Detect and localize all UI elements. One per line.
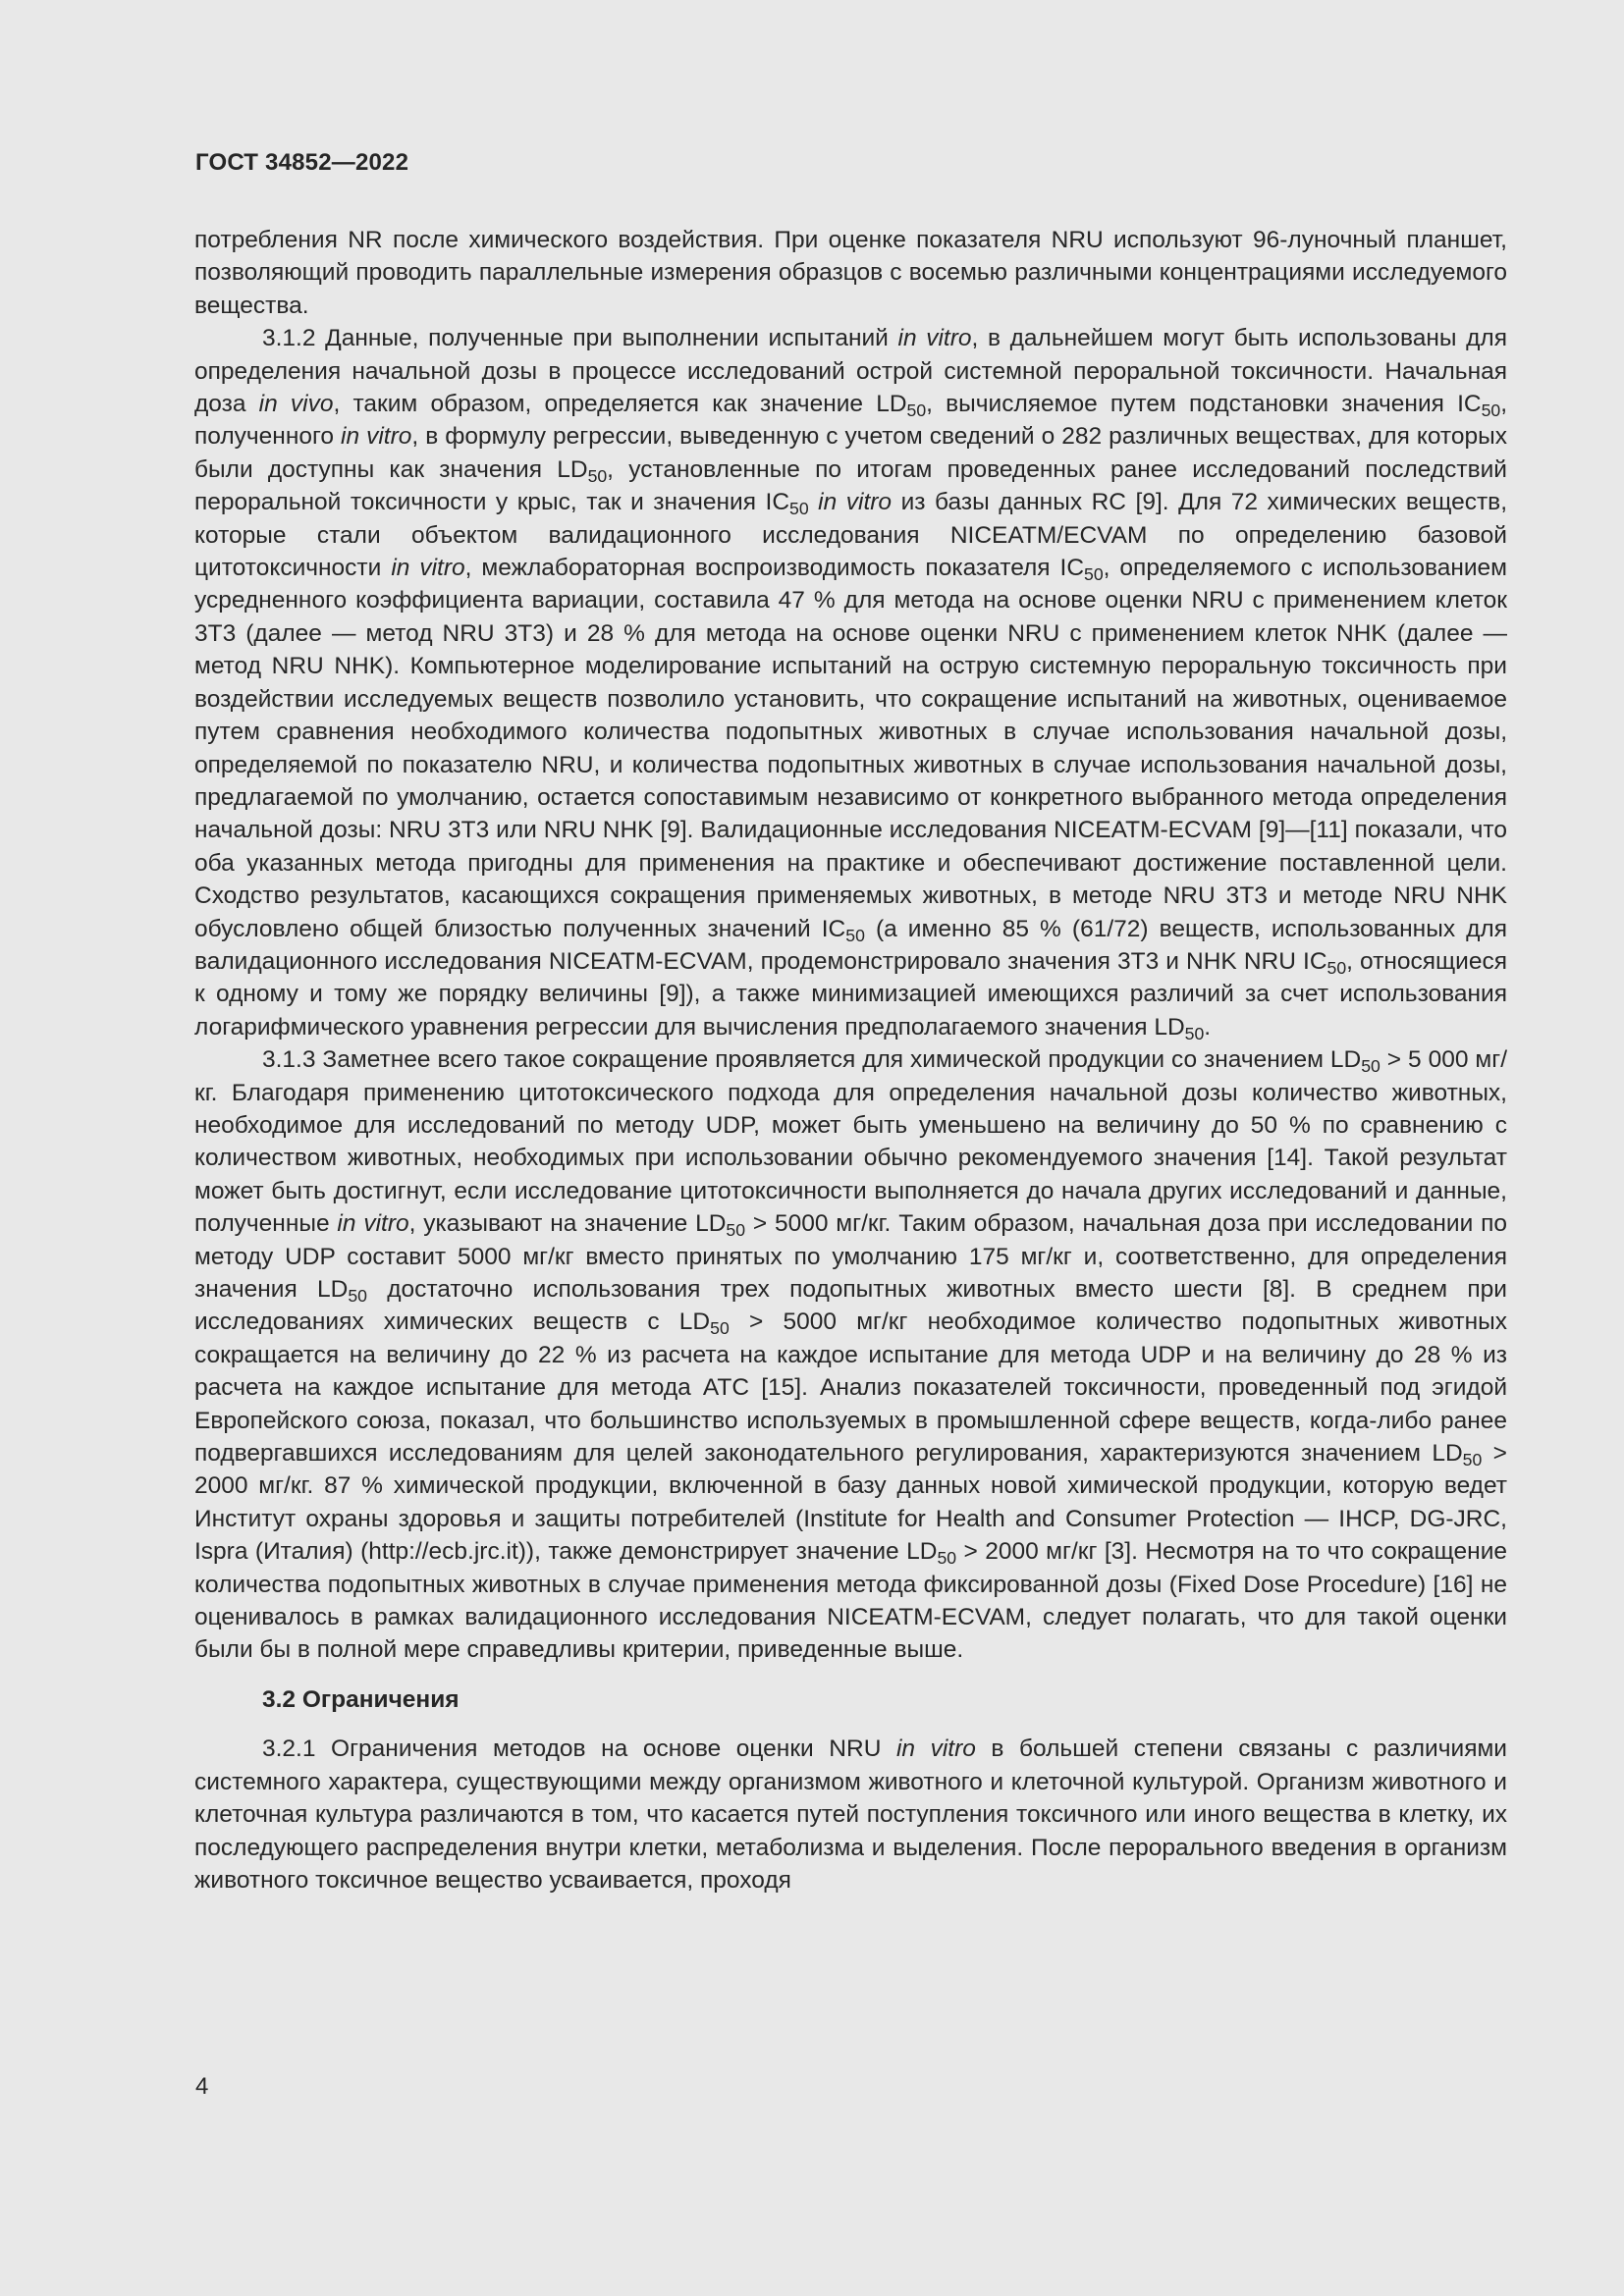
- document-code-header: ГОСТ 34852—2022: [195, 149, 409, 176]
- text-run: , установленные по итогам проведенных ранее исследований последствий пероральной токсичности у крыс, так и значения IC: [194, 455, 1507, 516]
- subscript-text: 50: [1084, 564, 1104, 584]
- text-run: , указывают на значение LD: [408, 1210, 727, 1238]
- subscript-text: 50: [1462, 1449, 1483, 1469]
- text-run: > 5000 мг/кг. Таким образом, начальная доза при исследовании по методу UDP составит 5000 мг/кг вместо принятых по умолчанию 175 мг/кг и, соответственно, для определения значения LD: [194, 1210, 1507, 1303]
- text-run: , таким образом, определяется как значение LD: [333, 391, 907, 418]
- text-run: > 2000 мг/кг [3]. Несмотря на то что сокращение количества подопытных животных в случае применения метода фиксированной дозы (Fixed Dose Procedure) [16] не оценивалось в рамках валидационного исследования NICEATM-ECVAM, следует полагать, что для такой оценки были бы в полной мере справедливы критерии, приведенные выше.: [194, 1538, 1508, 1664]
- text-run: достаточно использования трех подопытных животных вместо шести [8]. В среднем при исследованиях химических веществ с LD: [194, 1276, 1507, 1336]
- text-run: , вычисляемое путем подстановки значения IC: [926, 391, 1482, 418]
- subscript-text: 50: [906, 400, 927, 420]
- paragraph-3-1-3: [194, 1043, 1507, 1667]
- subscript-text: 50: [1184, 1023, 1205, 1043]
- text-run: (а именно 85 % (61/72) веществ, использованных для валидационного исследования NICEATM-ECVAM, продемонстрировало значения 3T3 и NHK NRU IC: [194, 915, 1507, 975]
- italic-text: in vitro: [895, 1735, 976, 1763]
- italic-text: in vitro: [391, 555, 465, 582]
- text-run: в большей степени связаны с различиями системного характера, существующими между организмом животного и клеточной культурой. Организм животного и клеточная культура различаются в том, что касается путей поступления токсичного или иного вещества в клетку, их последующего распределения внутри клетки, метаболизма и выделения. После перорального введения в организм животного токсичное вещество усваивается, проходя: [194, 1735, 1507, 1894]
- paragraph-3-1-2: [194, 322, 1507, 1043]
- text-run: 3.1.2 Данные, полученные при выполнении испытаний: [262, 325, 898, 352]
- text-run: , в дальнейшем могут быть использованы для определения начальной дозы в процессе исследований острой системной пероральной токсичности. Начальная доза: [194, 325, 1507, 418]
- text-run: > 2000 мг/кг. 87 % химической продукции, включенной в базу данных новой химической продукции, которую ведет Институт охраны здоровья и защиты потребителей (Institute for Health and Consumer Protection — IHCP, DG-JRC, Ispra (Италия) (http://ecb.jrc.it)), также демонстрирует значение LD: [194, 1440, 1507, 1566]
- italic-text: in vivo: [258, 391, 334, 418]
- subscript-text: 50: [1481, 400, 1501, 420]
- text-run: > 5000 мг/кг необходимое количество подопытных животных сокращается на величину до 22 % из расчета на каждое испытание для метода UDP и на величину до 28 % из расчета на каждое испытание для метода ATC [15]. Анализ показателей токсичности, проведенный под эгидой Европейского союза, показал, что большинство используемых в промышленной сфере веществ, когда-либо ранее подвергавшихся исследованиям для целей законодательного регулирования, характеризуются значением LD: [194, 1308, 1507, 1468]
- italic-text: in vitro: [818, 489, 893, 516]
- text-run: 3.1.3 Заметнее всего такое сокращение проявляется для химической продукции со значением LD: [262, 1046, 1362, 1074]
- subscript-text: 50: [845, 925, 865, 945]
- text-run: , межлабораторная воспроизводимость показателя IC: [464, 555, 1085, 582]
- text-run: [809, 489, 819, 515]
- subscript-text: 50: [1361, 1056, 1380, 1077]
- subscript-text: 50: [937, 1548, 957, 1569]
- subscript-text: 50: [726, 1220, 746, 1241]
- italic-text: in vitro: [341, 423, 412, 451]
- italic-text: in vitro: [897, 325, 972, 352]
- section-heading-3-2: 3.2 Ограничения: [262, 1685, 460, 1713]
- paragraph-continuation: [194, 224, 1507, 322]
- text-run: из базы данных RC [9]. Для 72 химических веществ, которые стали объектом валидационного исследования NICEATM/ECVAM по определению базовой цитотоксичности: [194, 489, 1507, 582]
- subscript-text: 50: [789, 499, 809, 519]
- subscript-text: 50: [587, 465, 608, 486]
- paragraph-3-2-1: [194, 1733, 1507, 1896]
- page-number: 4: [195, 2073, 209, 2100]
- document-body: [194, 224, 1507, 1896]
- text-run: .: [1204, 1013, 1212, 1041]
- text-run: 3.2.1 Ограничения методов на основе оценки NRU: [262, 1735, 896, 1763]
- text-run: , относящиеся к одному и тому же порядку величины [9]), а также минимизацией имеющихся различий за счет использования логарифмического уравнения регрессии для вычисления предполагаемого значения LD: [194, 947, 1507, 1041]
- text-run: , полученного: [194, 391, 1508, 451]
- subscript-text: 50: [1326, 957, 1347, 978]
- subscript-text: 50: [348, 1285, 367, 1306]
- italic-text: in vitro: [337, 1210, 409, 1238]
- text-run: потребления NR после химического воздействия. При оценке показателя NRU используют 96-луночный планшет, позволяющий проводить параллельные измерения образцов с восемью различными концентрациями исследуемого вещества.: [194, 227, 1507, 319]
- text-run: , в формулу регрессии, выведенную с учетом сведений о 282 различных веществах, для которых были доступны как значения LD: [194, 423, 1507, 483]
- text-run: > 5 000 мг/кг. Благодаря применению цитотоксического подхода для определения начальной дозы количество животных, необходимое для исследований по методу UDP, может быть уменьшено на величину до 50 % по сравнению с количеством животных, необходимых при использовании обычно рекомендуемого значения [14]. Такой результат может быть достигнут, если исследование цитотоксичности выполняется до начала других исследований и данные, полученные: [194, 1046, 1508, 1238]
- text-run: , определяемого с использованием усредненного коэффициента вариации, составила 47 % для метода на основе оценки NRU с применением клеток 3T3 (далее — метод NRU 3T3) и 28 % для метода на основе оценки NRU с применением клеток NHK (далее — метод NRU NHK). Компьютерное моделирование испытаний на острую системную пероральную токсичность при воздействии исследуемых веществ позволило установить, что сокращение испытаний на животных, оцениваемое путем сравнения необходимого количества подопытных животных в случае использования начальной дозы, определяемой по показателю NRU, и количества подопытных животных в случае использования начальной дозы, предлагаемой по умолчанию, остается сопоставимым независимо от конкретного выбранного метода определения начальной дозы: NRU 3T3 или NRU NHK [9]. Валидационные исследования NICEATM-ECVAM [9]—[11] показали, что оба указанных метода пригодны для применения на практике и обеспечивают достижение поставленной цели. Сходство результатов, касающихся сокращения применяемых животных, в методе NRU 3T3 и методе NRU NHK обусловлено общей близостью полученных значений IC: [194, 555, 1508, 942]
- subscript-text: 50: [710, 1318, 730, 1339]
